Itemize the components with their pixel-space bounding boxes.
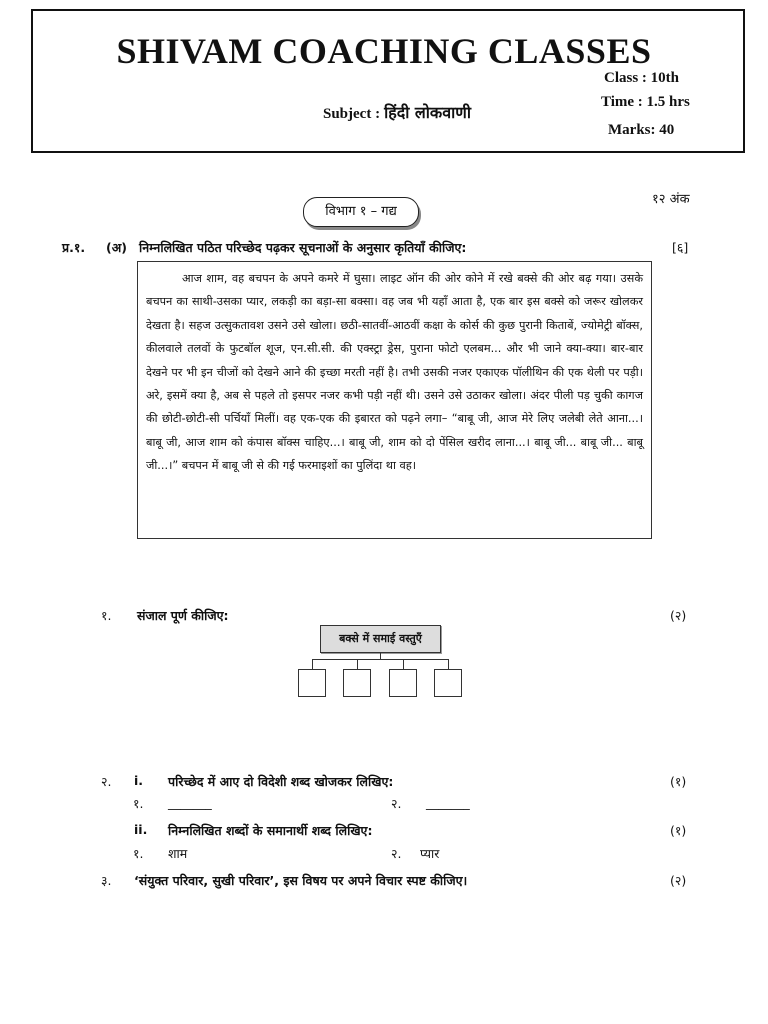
q3-text: ‘संयुक्त परिवार, सुखी परिवार’, इस विषय पर अपने विचार स्पष्ट कीजिए। xyxy=(134,873,468,888)
web-connector-horizontal xyxy=(312,659,449,660)
web-connector-branch xyxy=(403,659,404,669)
blank1-line[interactable]: _______ xyxy=(168,795,212,810)
word2: प्यार xyxy=(420,846,440,861)
subject-line xyxy=(323,101,471,123)
blank1-number: १. xyxy=(133,796,144,811)
q2-number: २. xyxy=(101,774,112,789)
institute-name: SHIVAM COACHING CLASSES xyxy=(116,31,652,71)
q2-i-marks: (१) xyxy=(670,774,687,789)
q2-ii-label: ii. xyxy=(134,822,148,837)
section-title: विभाग १ – गद्य xyxy=(303,197,419,227)
question-number: प्र.१. xyxy=(62,240,86,255)
web-connector-branch xyxy=(357,659,358,669)
question-marks: [६] xyxy=(672,240,689,255)
q3-marks: (२) xyxy=(670,873,687,888)
web-answer-box[interactable] xyxy=(389,669,417,697)
subject-value: हिंदी लोकवाणी xyxy=(384,103,471,122)
web-answer-box[interactable] xyxy=(298,669,326,697)
blank2-number: २. xyxy=(391,796,402,811)
web-answer-box[interactable] xyxy=(434,669,462,697)
word1: शाम xyxy=(168,846,188,861)
subject-label: Subject : xyxy=(323,106,381,122)
question-instruction: निम्नलिखित पठित परिच्छेद पढ़कर सूचनाओं के अनुसार कृतियाँ कीजिए: xyxy=(139,240,467,255)
class-info: Class : 10th xyxy=(604,70,680,86)
word2-number: २. xyxy=(391,846,402,861)
q2-i-text: परिच्छेद में आए दो विदेशी शब्द खोजकर लिखिए: xyxy=(168,774,394,789)
section-marks: १२ अंक xyxy=(652,192,690,207)
q2-ii-text: निम्नलिखित शब्दों के समानार्थी शब्द लिखिए: xyxy=(168,823,373,838)
passage-text: आज शाम, वह बचपन के अपने कमरे में घुसा। लाइट ऑन की ओर कोने में रखे बक्से की ओर बढ़ गया। उसके बचपन का साथी-उसका प्यार, लकड़ी का बड़ा-सा बक्सा। वह जब भी यहाँ आता है, एक बार इस बक्से को जरूर खोलकर देखता है। सहज उत्सुकतावश उसने उसे खोला। छठी-सातवीं-आठवीं कक्षा के कोर्स की कुछ पुरानी किताबें, ज्योमेट्री बॉक्स, कीलवाले तलवों के फुटबॉल शूज, एन.सी.सी. की एक्स्ट्रा ड्रेस, पुराना फोटो एलबम... और भी जाने क्या-क्या। बार-बार देखने पर भी इन चीजों को देखने आने की इच्छा मरती नहीं है। तभी उसकी नजर एकाएक पॉलीथिन की एक थेली पर पड़ी। अरे, इसमें क्या है, अब से पहले तो इसपर नजर कभी पड़ी नहीं थी। उसने उसे उठाकर खोला। अंदर पीली पड़ चुकी कागज की छोटी-छोटी-सी पर्चियाँ मिलीं। वह एक-एक की इबारत को पढ़ने लगा– “बाबू जी, आज मेरे लिए जलेबी लेते आना...। बाबू जी, आज शाम को कंपास बॉक्स चाहिए...। बाबू जी, शाम को दो पेंसिल खरीद लाना...। बाबू जी... बाबू जी... बाबू जी...।” बचपन में बाबू जी से की गई फरमाइशों का पुलिंदा था वह। xyxy=(146,272,643,473)
web-connector-branch xyxy=(312,659,313,669)
q1-marks: (२) xyxy=(670,608,687,623)
question-part: (अ) xyxy=(106,240,127,255)
q1-text: संजाल पूर्ण कीजिए: xyxy=(137,608,229,623)
q2-i-label: i. xyxy=(134,773,144,788)
q2-ii-marks: (१) xyxy=(670,823,687,838)
blank2-line[interactable]: _______ xyxy=(426,795,470,810)
web-connector-branch xyxy=(448,659,449,669)
word1-number: १. xyxy=(133,846,144,861)
q3-number: ३. xyxy=(101,873,112,888)
time-info: Time : 1.5 hrs xyxy=(601,94,690,110)
q1-number: १. xyxy=(101,608,112,623)
marks-info: Marks: 40 xyxy=(608,122,675,138)
web-center-node: बक्से में समाई वस्तुएँ xyxy=(320,625,441,653)
web-answer-box[interactable] xyxy=(343,669,371,697)
